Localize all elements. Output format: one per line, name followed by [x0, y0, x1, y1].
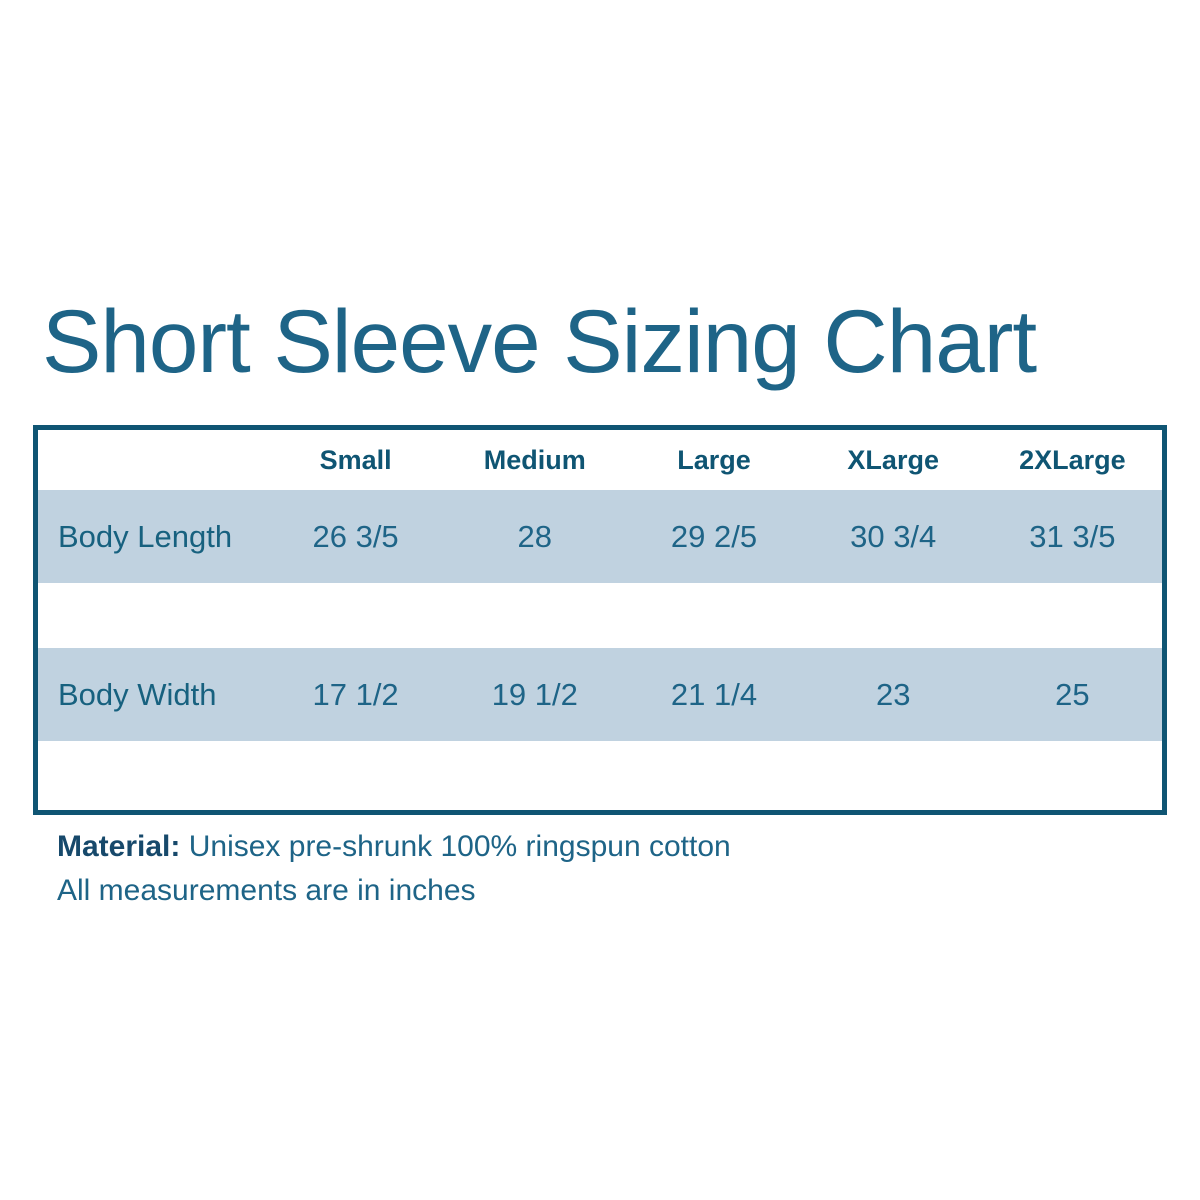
material-line [57, 825, 731, 869]
body-width-small: 17 1/2 [312, 676, 399, 712]
row-label-body-width: Body Width [58, 676, 217, 712]
body-length-medium: 28 [517, 518, 553, 554]
table-header-row [38, 430, 1162, 490]
material-value: Unisex pre-shrunk 100% ringspun cotton [188, 830, 731, 863]
column-header-2xlarge: 2XLarge [1019, 444, 1126, 475]
material-label: Material: [57, 830, 181, 863]
sizing-table [33, 425, 1167, 815]
column-header-medium: Medium [483, 444, 586, 475]
body-width-medium: 19 1/2 [491, 676, 578, 712]
row-spacer [38, 583, 1162, 648]
table-row-body-length [38, 490, 1162, 583]
body-width-xlarge: 23 [875, 676, 911, 712]
body-width-large: 21 1/4 [670, 676, 758, 712]
body-length-large: 29 2/5 [670, 518, 758, 554]
body-length-small: 26 3/5 [312, 518, 399, 554]
bottom-spacer [38, 741, 1162, 810]
page-title: Short Sleeve Sizing Chart [42, 291, 1037, 391]
table-row-body-width [38, 648, 1162, 741]
column-header-xlarge: XLarge [847, 444, 939, 475]
column-header-large: Large [677, 444, 751, 475]
footer-notes [57, 825, 731, 913]
row-label-body-length: Body Length [58, 518, 233, 554]
measurements-note: All measurements are in inches [57, 874, 476, 907]
body-length-xlarge: 30 3/4 [850, 518, 937, 554]
body-width-2xlarge: 25 [1055, 676, 1090, 712]
body-length-2xlarge: 31 3/5 [1029, 518, 1116, 554]
column-header-small: Small [319, 444, 392, 475]
